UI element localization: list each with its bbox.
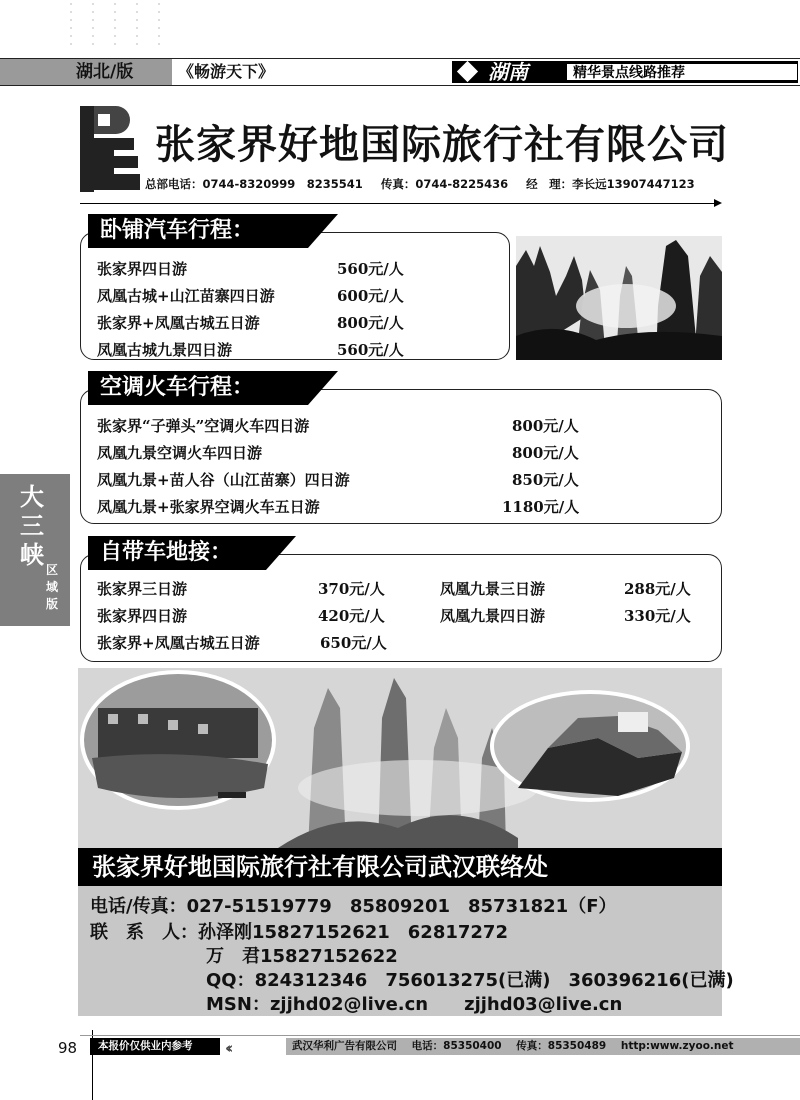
village-rooftops-photo: [490, 690, 690, 802]
publisher-website: http:www.zyoo.net: [620, 1040, 734, 1052]
mountain-photo: [516, 236, 722, 360]
route-price: 370元/人: [318, 580, 385, 598]
route-name: 凤凰九景+张家界空调火车五日游: [97, 498, 320, 516]
diamond-icon: [457, 61, 478, 82]
company-logo-icon: [78, 104, 144, 194]
office-qq: QQ：824312346 756013275(已满) 360396216(已满): [206, 970, 734, 991]
publisher-info: [286, 1038, 800, 1055]
route-name: 凤凰古城九景四日游: [97, 341, 233, 359]
edition-label: 湖北/版: [0, 59, 172, 85]
route-name: 张家界+凤凰古城五日游: [97, 634, 260, 652]
office-contact-box: [78, 886, 734, 1016]
route-name: 张家界三日游: [97, 580, 188, 598]
route-name: 凤凰九景空调火车四日游: [97, 444, 263, 462]
recommend-label: 精华景点线路推荐: [566, 63, 798, 81]
region-name: 大三峡: [20, 482, 44, 569]
route-name: 凤凰九景+苗人谷（山江苗寨）四日游: [97, 471, 350, 489]
route-name: 张家界“子弹头”空调火车四日游: [97, 417, 310, 435]
route-price: 420元/人: [318, 607, 385, 625]
page-number: 98: [58, 1039, 78, 1057]
river-town-photo: [80, 670, 276, 810]
route-price: 800元/人: [512, 444, 579, 462]
publisher-phone: 电话：85350400: [411, 1040, 502, 1052]
publisher-name: 武汉华利广告有限公司: [292, 1040, 397, 1052]
chevron-left-icon: ‹‹: [225, 1039, 230, 1057]
route-price: 800元/人: [337, 314, 404, 332]
company-name: 张家界好地国际旅行社有限公司: [155, 121, 729, 168]
route-name: 张家界四日游: [97, 260, 188, 278]
route-price: 650元/人: [320, 634, 387, 652]
route-price: 800元/人: [512, 417, 579, 435]
province-name: 湖南: [488, 60, 528, 84]
route-price: 560元/人: [337, 341, 404, 359]
route-name: 张家界+凤凰古城五日游: [97, 314, 260, 332]
route-name: 凤凰九景四日游: [440, 607, 546, 625]
office-contact-1: 联 系 人：孙泽刚15827152621 62817272: [90, 922, 508, 943]
train-section-title: 空调火车行程：: [88, 371, 308, 405]
office-phone: 电话/传真：027-51519779 85809201 85731821（F）: [90, 896, 617, 917]
company-fax: 传真：0744-8225436: [380, 177, 509, 191]
sleeper-section-title: 卧铺汽车行程：: [88, 214, 308, 248]
route-price: 330元/人: [624, 607, 691, 625]
province-banner: [452, 61, 798, 83]
company-contact: [145, 176, 709, 192]
office-contact-2: 万 君15827152622: [206, 946, 398, 967]
office-msn: MSN：zjjhd02@live.cn zjjhd03@live.cn: [206, 994, 623, 1015]
selfdrive-section-title: 自带车地接：: [88, 536, 266, 570]
route-price: 850元/人: [512, 471, 579, 489]
company-manager: 经 理：李长远13907447123: [526, 177, 695, 191]
route-name: 凤凰九景三日游: [440, 580, 546, 598]
route-price: 288元/人: [624, 580, 691, 598]
route-name: 张家界四日游: [97, 607, 188, 625]
office-title: 张家界好地国际旅行社有限公司武汉联络处: [78, 848, 722, 886]
reference-note: 本报价仅供业内参考: [90, 1038, 220, 1055]
route-price: 1180元/人: [502, 498, 580, 516]
page-footer: [80, 1035, 800, 1057]
publisher-fax: 传真：85350489: [516, 1040, 607, 1052]
route-name: 凤凰古城+山江苗寨四日游: [97, 287, 275, 305]
route-price: 560元/人: [337, 260, 404, 278]
company-phone: 总部电话：0744-8320999 8235541: [145, 177, 363, 191]
region-edition: 区域版: [46, 563, 59, 611]
page-header: [0, 58, 800, 86]
route-price: 600元/人: [337, 287, 404, 305]
scenery-collage: [78, 668, 722, 848]
region-sidebar-tab: [0, 474, 70, 626]
divider-arrow: [80, 203, 720, 204]
magazine-title: 《畅游天下》: [178, 62, 275, 81]
decorative-dots: [60, 0, 170, 48]
